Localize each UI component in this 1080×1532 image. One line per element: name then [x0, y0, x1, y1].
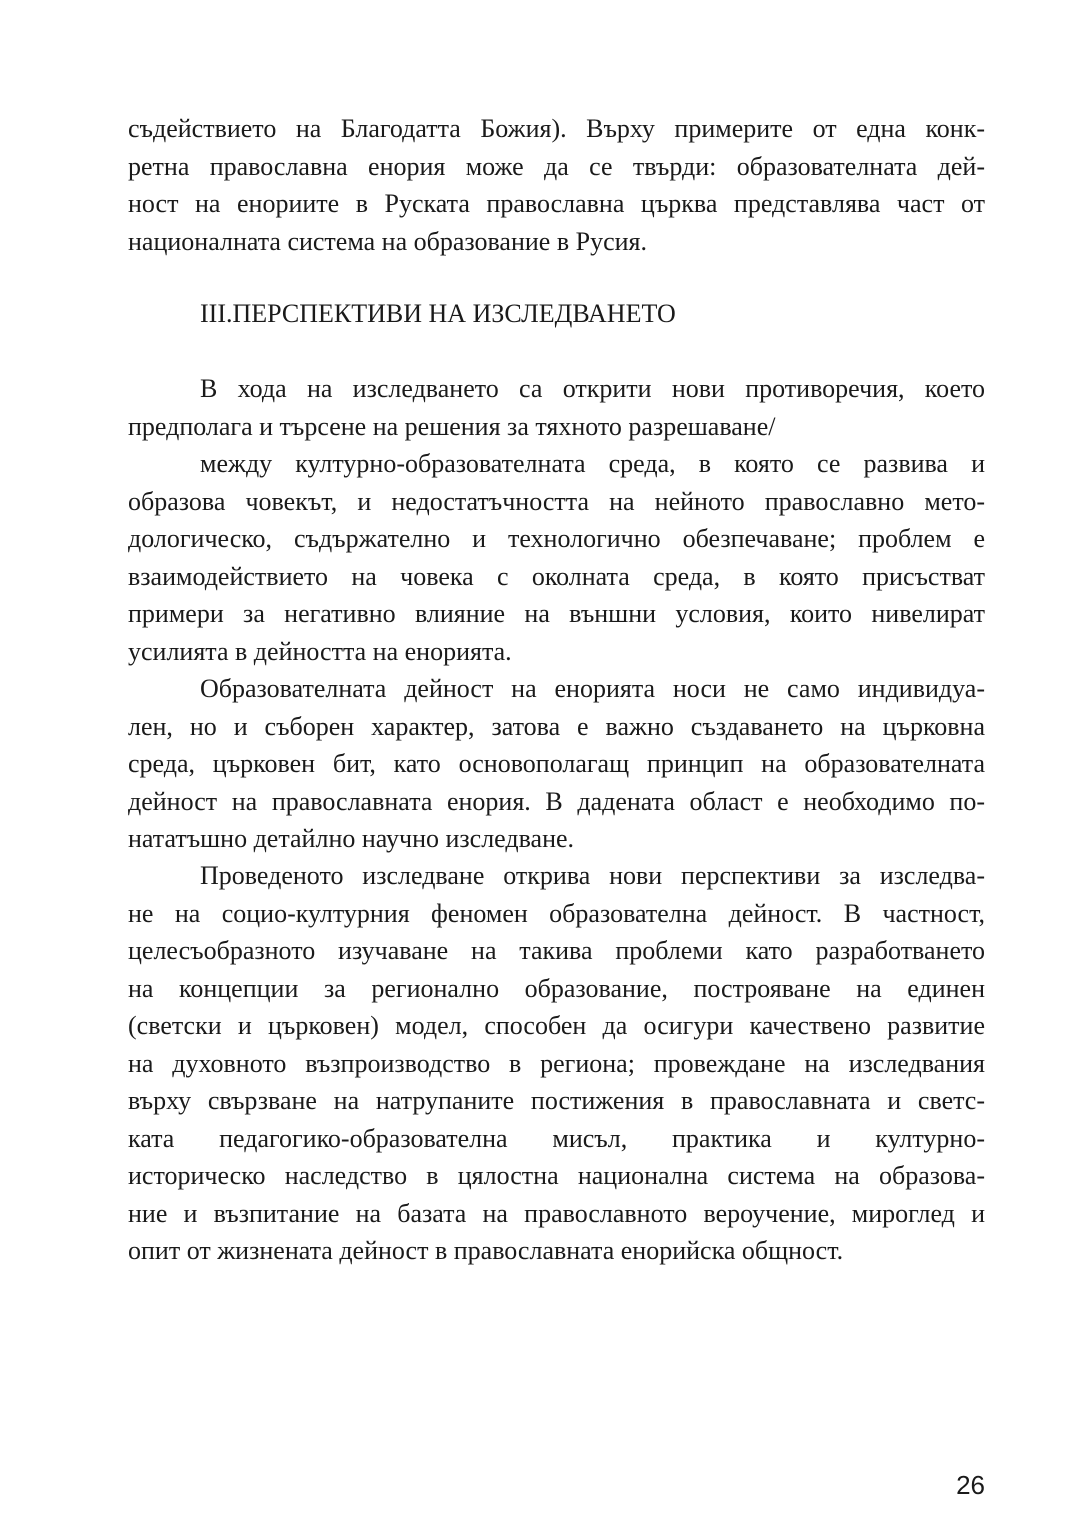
text-line: не на социо-културния феномен образователна дейност. В частност,: [128, 898, 985, 928]
text-line: дейност на православната енория. В дадената област е необходимо по-: [128, 786, 985, 816]
text-line: образова човекът, и недостатъчността на нейното православно мето-: [128, 486, 985, 516]
text-line: взаимодействието на човека с околната среда, в която присъстват: [128, 561, 985, 591]
intro-paragraph: [128, 110, 985, 260]
text-line: Проведеното изследване открива нови перспективи за изследва-: [200, 861, 985, 890]
text-line: усилията в дейността на енорията.: [128, 636, 512, 666]
text-line: лен, но и съборен характер, затова е важно създаването на църковна: [128, 711, 985, 741]
text-line: съдействието на Благодатта Божия). Върху примерите от една конк-: [128, 114, 985, 143]
text-line: ретна православна енория може да се твърди: образователната дей-: [128, 151, 985, 181]
page-number: 26: [956, 1470, 985, 1500]
text-line: историческо наследство в цялостна национална система на образова-: [128, 1161, 985, 1190]
text-line: нататъшно детайлно научно изследване.: [128, 824, 575, 853]
paragraph-4: [128, 857, 985, 1270]
text-line: дологическо, съдържателно и технологично обезпечаване; проблем е: [128, 524, 985, 553]
text-line: на духовното възпроизводство в региона; провеждане на изследвания: [128, 1048, 985, 1078]
text-line: предполага и търсене на решения за тяхното разрешаване/: [128, 411, 776, 441]
text-line: върху свързване на натрупаните постижения в православната и светс-: [128, 1086, 985, 1115]
text-line: ност на енориите в Руската православна църква представлява част от: [128, 189, 985, 218]
text-line: В хода на изследването са открити нови противоречия, което: [200, 374, 985, 403]
text-line: Образователната дейност на енорията носи не само индивидуа-: [200, 674, 985, 703]
text-line: целесъобразното изучаване на такива проблеми като разработването: [128, 936, 985, 965]
text-line: (светски и църковен) модел, способен да осигури качествено развитие: [128, 1011, 985, 1040]
paragraph-1: [128, 370, 985, 445]
section-heading: III.ПЕРСПЕКТИВИ НА ИЗСЛЕДВАНЕТО: [200, 299, 676, 328]
text-line: между културно-образователната среда, в която се развива и: [200, 449, 985, 478]
text-line: ката педагогико-образователна мисъл, практика и културно-: [128, 1123, 985, 1153]
text-line: ние и възпитание на базата на православното вероучение, мироглед и: [128, 1198, 985, 1228]
text-line: на концепции за регионално образование, построяване на единен: [128, 973, 985, 1003]
text-line: среда, църковен бит, като основополагащ принцип на образователната: [128, 749, 985, 778]
text-line: националната система на образование в Русия.: [128, 226, 647, 256]
text-line: примери за негативно влияние на външни условия, които нивелират: [128, 599, 985, 628]
paragraph-3: [128, 670, 985, 858]
paragraph-2: [128, 445, 985, 670]
text-line: опит от жизнената дейност в православната енорийска общност.: [128, 1236, 844, 1265]
